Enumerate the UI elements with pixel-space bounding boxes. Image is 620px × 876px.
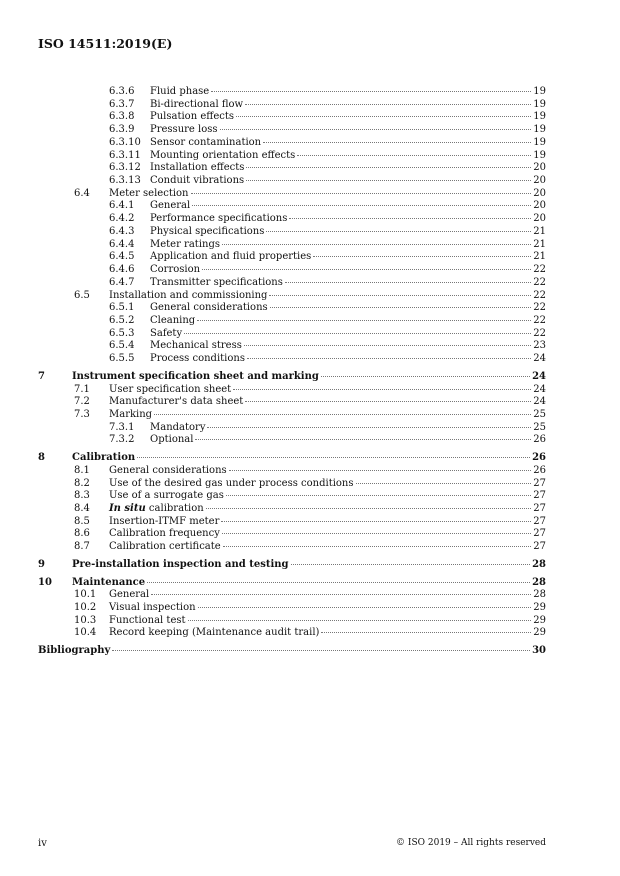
- toc-entry-number: 10.4: [74, 627, 97, 639]
- toc-entry[interactable]: [38, 627, 546, 640]
- toc-entry-title-rest: calibration: [145, 503, 204, 514]
- toc-leader-dots: [269, 295, 531, 296]
- toc-entry-title: Calibration certificate: [109, 541, 221, 553]
- toc-entry-title: [109, 503, 206, 516]
- toc-entry-number: 6.4.7: [109, 276, 135, 288]
- toc-entry[interactable]: [38, 213, 546, 226]
- toc-leader-dots: [289, 218, 531, 219]
- toc-entry-title: Pressure loss: [150, 124, 218, 136]
- toc-entry-number: 6.3.8: [109, 111, 135, 123]
- toc-entry[interactable]: [38, 200, 546, 213]
- toc-entry-page: 20: [533, 187, 546, 199]
- toc-entry[interactable]: [38, 277, 546, 290]
- toc-entry-number: 10.2: [74, 602, 97, 614]
- toc-entry-page: 20: [533, 200, 546, 212]
- toc-entry-page: 28: [532, 576, 546, 588]
- toc-leader-dots: [207, 427, 531, 428]
- toc-entry-number: 8.1: [74, 464, 90, 476]
- toc-entry-title: Use of a surrogate gas: [109, 490, 224, 502]
- toc-entry-number: 6.5.3: [109, 327, 135, 339]
- toc-entry[interactable]: [38, 589, 546, 602]
- toc-entry-page: 22: [533, 264, 546, 276]
- toc-entry-page: 27: [533, 477, 546, 489]
- toc-entry-page: 24: [533, 396, 546, 408]
- toc-entry-number: 7.3.1: [109, 421, 135, 433]
- toc-entry-page: 19: [533, 98, 546, 110]
- toc-entry-title: Bi-directional flow: [150, 98, 244, 110]
- toc-entry[interactable]: [38, 384, 546, 397]
- toc-leader-dots: [184, 333, 531, 334]
- toc-entry-number: 6.4.3: [109, 225, 135, 237]
- toc-entry-page: 21: [533, 238, 546, 250]
- toc-entry-page: 27: [533, 515, 546, 527]
- toc-entry-title: Installation effects: [150, 162, 245, 174]
- toc-entry[interactable]: [38, 290, 546, 303]
- toc-entry-number: 6.5.1: [109, 302, 135, 314]
- toc-entry-number: 6.5.4: [109, 340, 135, 352]
- toc-leader-dots: [197, 320, 531, 321]
- toc-entry-page: 29: [533, 614, 546, 626]
- toc-entry-number: 7.2: [74, 396, 90, 408]
- toc-entry-page: 24: [533, 383, 546, 395]
- toc-entry[interactable]: [38, 328, 546, 341]
- toc-entry-title: Calibration frequency: [109, 528, 220, 540]
- toc-entry-number: 8.6: [74, 528, 90, 540]
- toc-entry-page: 21: [533, 251, 546, 263]
- toc-entry-title: Bibliography: [38, 645, 111, 657]
- toc-entry-title: Transmitter specifications: [150, 276, 283, 288]
- toc-entry-title: Cleaning: [150, 314, 196, 326]
- toc-entry-title: Installation and commissioning: [109, 289, 268, 301]
- toc-entry-number: 7.3.2: [109, 434, 135, 446]
- toc-leader-dots: [245, 401, 531, 402]
- toc-entry[interactable]: [38, 528, 546, 541]
- toc-entry-title: Functional test: [109, 614, 186, 626]
- toc-entry-number: 6.3.10: [109, 136, 141, 148]
- toc-entry-title: General: [109, 589, 150, 601]
- toc-entry-page: 27: [533, 503, 546, 514]
- toc-entry-number: 8.4: [74, 503, 90, 514]
- toc-entry[interactable]: [38, 434, 546, 447]
- toc-entry[interactable]: [38, 315, 546, 328]
- toc-entry-number: 6.4.4: [109, 238, 135, 250]
- toc-entry[interactable]: [38, 264, 546, 277]
- toc-entry-page: 20: [533, 175, 546, 187]
- toc-entry-number: 8.2: [74, 477, 90, 489]
- toc-entry-title: Corrosion: [150, 264, 201, 276]
- toc-leader-dots: [192, 205, 531, 206]
- toc-entry-page: 25: [533, 421, 546, 433]
- toc-leader-dots: [226, 495, 531, 496]
- toc-entry-title: General considerations: [109, 464, 227, 476]
- toc-entry[interactable]: [38, 188, 546, 201]
- toc-leader-dots: [222, 244, 531, 245]
- toc-entry-number: 8.7: [74, 541, 90, 553]
- toc-entry-title: Meter selection: [109, 187, 189, 199]
- toc-entry-number: 8.5: [74, 515, 90, 527]
- toc-leader-dots: [202, 269, 531, 270]
- toc-entry-title: Visual inspection: [109, 602, 196, 614]
- page-number: iv: [38, 838, 47, 849]
- toc-entry-page: 26: [532, 452, 546, 464]
- toc-entry-title: Insertion-ITMF meter: [109, 515, 220, 527]
- toc-entry[interactable]: [38, 175, 546, 188]
- toc-entry-number: 6.3.9: [109, 124, 135, 136]
- toc-leader-dots: [195, 439, 531, 440]
- toc-entry-number: 6.5.5: [109, 353, 135, 365]
- toc-entry-page: 22: [533, 314, 546, 326]
- toc-entry-title: Physical specifications: [150, 225, 265, 237]
- toc-leader-dots: [220, 129, 532, 130]
- toc-entry-page: 22: [533, 289, 546, 301]
- toc-entry-page: 20: [533, 162, 546, 174]
- toc-leader-dots: [246, 167, 531, 168]
- toc-entry-page: 19: [533, 124, 546, 136]
- toc-leader-dots: [321, 376, 530, 377]
- toc-entry-number: 8.3: [74, 490, 90, 502]
- toc-entry-number: 8: [38, 452, 45, 464]
- toc-entry-page: 30: [532, 645, 546, 657]
- toc-entry[interactable]: [38, 396, 546, 409]
- toc-entry[interactable]: [38, 302, 546, 315]
- toc-entry-title: Application and fluid properties: [150, 251, 312, 263]
- toc-entry-title: Sensor contamination: [150, 136, 262, 148]
- toc-leader-dots: [191, 193, 532, 194]
- toc-entry[interactable]: [38, 124, 546, 137]
- toc-entry-title: General considerations: [150, 302, 268, 314]
- toc-entry-number: 6.4.5: [109, 251, 135, 263]
- toc-entry-title: Instrument specification sheet and marking: [72, 370, 319, 382]
- toc-entry-page: 29: [533, 602, 546, 614]
- toc-entry-number: 6.5.2: [109, 314, 135, 326]
- toc-leader-dots: [297, 155, 531, 156]
- toc-clause-entry[interactable]: [38, 452, 546, 465]
- toc-entry-number: 6.4: [74, 187, 90, 199]
- toc-leader-dots: [112, 650, 530, 651]
- toc-entry[interactable]: [38, 615, 546, 628]
- toc-entry-number: 10.3: [74, 614, 97, 626]
- toc-entry-page: 22: [533, 327, 546, 339]
- toc-entry-title: Mandatory: [150, 421, 206, 433]
- toc-entry-number: 6.3.7: [109, 98, 135, 110]
- toc-entry-title: Optional: [150, 434, 194, 446]
- table-of-contents: [38, 86, 546, 658]
- toc-leader-dots: [236, 116, 531, 117]
- toc-entry-number: 7.1: [74, 383, 90, 395]
- toc-entry[interactable]: [38, 422, 546, 435]
- toc-entry-page: 29: [533, 627, 546, 639]
- toc-entry-number: 7: [38, 370, 45, 382]
- toc-entry-number: 6.4.6: [109, 264, 135, 276]
- toc-entry-page: 22: [533, 302, 546, 314]
- toc-entry-title: Safety: [150, 327, 183, 339]
- toc-entry-title: Manufacturer's data sheet: [109, 396, 244, 408]
- toc-leader-dots: [211, 91, 531, 92]
- toc-entry-number: 6.4.2: [109, 213, 135, 225]
- toc-leader-dots: [321, 632, 531, 633]
- toc-entry[interactable]: [38, 99, 546, 112]
- toc-entry-page: 19: [533, 136, 546, 148]
- toc-leader-dots: [285, 282, 531, 283]
- toc-entry-number: 6.3.11: [109, 149, 141, 161]
- toc-entry-title: General: [150, 200, 191, 212]
- toc-leader-dots: [266, 231, 531, 232]
- toc-entry[interactable]: [38, 409, 546, 422]
- toc-leader-dots: [151, 594, 531, 595]
- toc-entry[interactable]: [38, 111, 546, 124]
- toc-entry-title: Process conditions: [150, 353, 245, 365]
- toc-entry[interactable]: [38, 465, 546, 478]
- toc-entry[interactable]: [38, 541, 546, 554]
- toc-entry-title: Conduit vibrations: [150, 175, 245, 187]
- toc-leader-dots: [147, 582, 530, 583]
- toc-entry-page: 20: [533, 213, 546, 225]
- toc-entry-page: 21: [533, 225, 546, 237]
- toc-clause-entry[interactable]: [38, 371, 546, 384]
- toc-entry-title: Calibration: [72, 452, 136, 464]
- toc-entry-title: Mechanical stress: [150, 340, 242, 352]
- toc-clause-entry[interactable]: [38, 559, 546, 572]
- toc-leader-dots: [291, 564, 531, 565]
- toc-entry-page: 26: [533, 464, 546, 476]
- toc-leader-dots: [233, 389, 531, 390]
- toc-entry-title: Performance specifications: [150, 213, 288, 225]
- toc-leader-dots: [247, 358, 531, 359]
- toc-entry-page: 19: [533, 149, 546, 161]
- toc-leader-dots: [263, 142, 531, 143]
- toc-entry-page: 27: [533, 490, 546, 502]
- toc-entry-title: Maintenance: [72, 576, 146, 588]
- toc-entry-number: 6.3.6: [109, 86, 135, 97]
- toc-entry-number: 6.4.1: [109, 200, 135, 212]
- toc-leader-dots: [188, 620, 532, 621]
- toc-entry-number: 10.1: [74, 589, 97, 601]
- toc-entry-title: Marking: [109, 408, 153, 420]
- toc-entry-page: 22: [533, 276, 546, 288]
- toc-entry-number: 6.3.13: [109, 175, 141, 187]
- toc-entry-number: 6.3.12: [109, 162, 141, 174]
- toc-entry-page: 26: [533, 434, 546, 446]
- toc-leader-dots: [223, 546, 532, 547]
- toc-entry-page: 23: [533, 340, 546, 352]
- toc-leader-dots: [246, 180, 531, 181]
- toc-entry[interactable]: [38, 162, 546, 175]
- copyright-notice: © ISO 2019 – All rights reserved: [396, 838, 546, 848]
- toc-leader-dots: [222, 533, 531, 534]
- toc-entry-page: 25: [533, 408, 546, 420]
- toc-bibliography-entry[interactable]: [38, 645, 546, 658]
- toc-entry-page: 19: [533, 86, 546, 97]
- toc-entry[interactable]: [38, 503, 546, 516]
- toc-entry-title: Mounting orientation effects: [150, 149, 296, 161]
- toc-leader-dots: [313, 256, 531, 257]
- toc-entry-title: Record keeping (Maintenance audit trail): [109, 627, 320, 639]
- toc-leader-dots: [137, 457, 530, 458]
- toc-entry-number: 9: [38, 558, 45, 570]
- toc-leader-dots: [198, 607, 532, 608]
- toc-leader-dots: [221, 521, 531, 522]
- toc-entry-number: 6.5: [74, 289, 90, 301]
- toc-leader-dots: [244, 345, 531, 346]
- toc-entry-number: 10: [38, 576, 52, 588]
- toc-entry-title-emphasis: In situ: [109, 503, 146, 514]
- document-id-header: ISO 14511:2019(E): [38, 36, 173, 51]
- toc-leader-dots: [245, 104, 531, 105]
- toc-entry-number: 7.3: [74, 408, 90, 420]
- toc-entry[interactable]: [38, 86, 546, 99]
- toc-entry-title: Use of the desired gas under process conditions: [109, 477, 354, 489]
- toc-entry[interactable]: [38, 150, 546, 163]
- toc-entry[interactable]: [38, 340, 546, 353]
- toc-clause-entry[interactable]: [38, 577, 546, 590]
- toc-entry[interactable]: [38, 251, 546, 264]
- toc-entry-page: 24: [532, 370, 546, 382]
- toc-leader-dots: [206, 508, 532, 509]
- toc-leader-dots: [154, 414, 531, 415]
- toc-entry-page: 28: [533, 589, 546, 601]
- toc-entry-page: 19: [533, 111, 546, 123]
- toc-entry[interactable]: [38, 602, 546, 615]
- toc-entry-page: 24: [533, 353, 546, 365]
- toc-entry[interactable]: [38, 478, 546, 491]
- toc-entry[interactable]: [38, 137, 546, 150]
- toc-entry[interactable]: [38, 239, 546, 252]
- toc-entry-title: Meter ratings: [150, 238, 220, 250]
- toc-entry[interactable]: [38, 353, 546, 366]
- toc-leader-dots: [270, 307, 532, 308]
- toc-entry-title: Pre-installation inspection and testing: [72, 558, 289, 570]
- toc-entry-title: Pulsation effects: [150, 111, 235, 123]
- toc-entry[interactable]: [38, 516, 546, 529]
- toc-entry-page: 27: [533, 528, 546, 540]
- toc-entry-page: 28: [532, 558, 546, 570]
- toc-entry[interactable]: [38, 490, 546, 503]
- toc-entry[interactable]: [38, 226, 546, 239]
- toc-entry-page: 27: [533, 541, 546, 553]
- toc-leader-dots: [356, 483, 532, 484]
- toc-entry-title: Fluid phase: [150, 86, 210, 97]
- toc-entry-title: User specification sheet: [109, 383, 232, 395]
- toc-leader-dots: [229, 470, 532, 471]
